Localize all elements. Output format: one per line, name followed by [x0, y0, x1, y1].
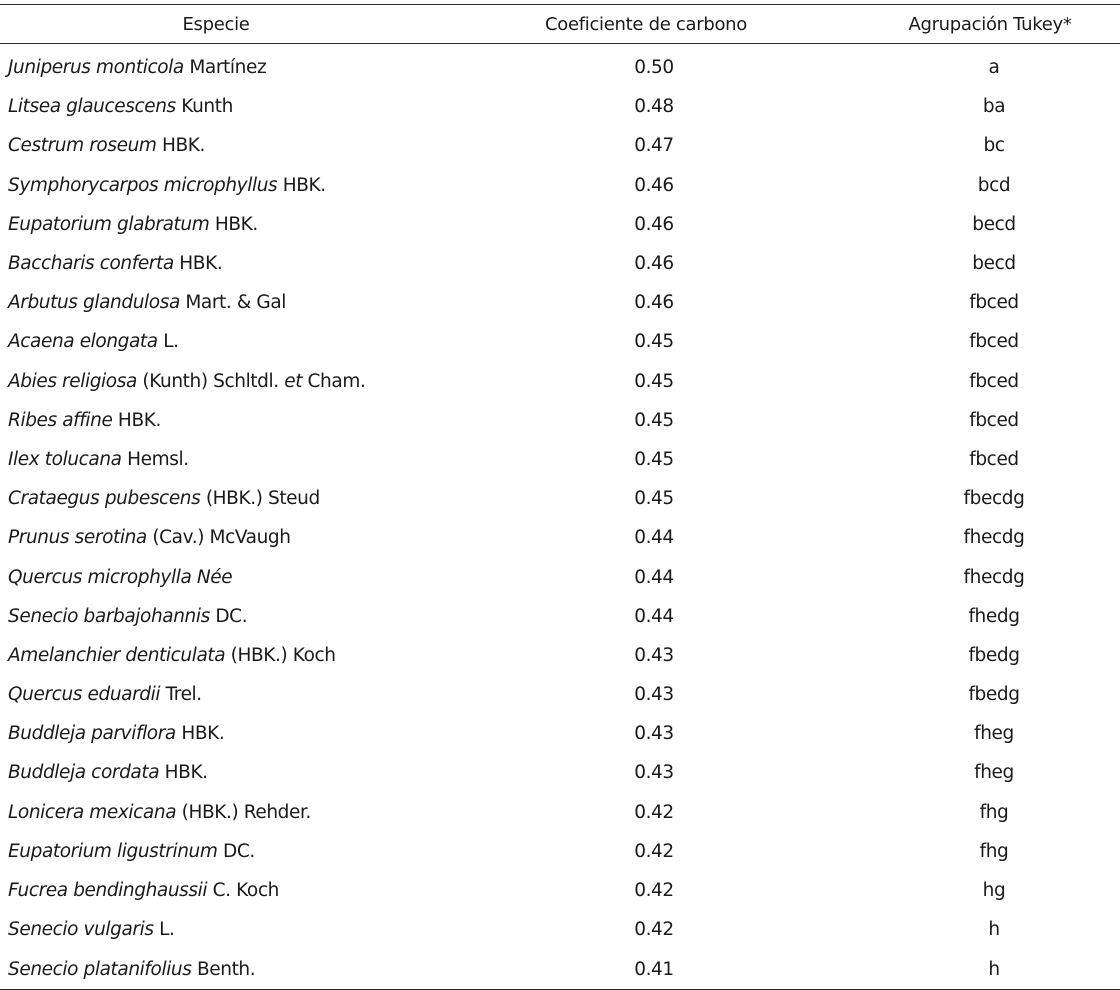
carbon-coefficient-table-container	[0, 4, 1120, 990]
table-row	[0, 636, 1120, 675]
carbon-coefficient-value: 0.42	[634, 840, 674, 862]
tukey-group-cell: h	[860, 949, 1120, 990]
carbon-coefficient-value: 0.43	[634, 723, 674, 745]
carbon-coefficient-cell	[432, 518, 860, 557]
species-authority: L.	[157, 331, 179, 353]
tukey-group-cell: bc	[983, 135, 1005, 157]
species-authority: HBK.	[112, 409, 161, 431]
species-name-cell	[0, 44, 432, 88]
table-row	[0, 714, 1120, 753]
carbon-coefficient-table	[0, 4, 1120, 990]
species-name-cell	[0, 871, 432, 910]
tukey-group-cell: fhg	[979, 801, 1009, 823]
carbon-coefficient-value: 0.42	[634, 919, 674, 941]
table-row	[0, 166, 1120, 205]
species-name-cell	[0, 714, 432, 753]
table-row	[0, 597, 1120, 636]
carbon-coefficient-cell	[432, 440, 860, 479]
species-name-italic: Fucrea bendinghaussii	[8, 880, 208, 902]
carbon-coefficient-value: 0.45	[634, 448, 674, 470]
species-authority: DC.	[209, 605, 248, 627]
carbon-coefficient-cell	[432, 322, 860, 361]
table-row	[0, 518, 1120, 557]
species-authority: HBK.	[173, 253, 223, 275]
species-authority: HBK.	[159, 762, 208, 784]
carbon-coefficient-value: 0.43	[634, 762, 674, 784]
carbon-coefficient-cell	[432, 362, 860, 401]
tukey-group-cell: ba	[982, 96, 1006, 118]
species-authority: C. Koch	[207, 880, 279, 902]
species-name-italic: et	[284, 370, 303, 392]
species-authority: HBK.	[175, 723, 225, 745]
table-row	[0, 479, 1120, 518]
tukey-group-cell: fbedg	[968, 684, 1020, 706]
species-name-italic: Cestrum roseum	[8, 135, 157, 157]
carbon-coefficient-value: 0.43	[634, 684, 674, 706]
carbon-coefficient-cell	[432, 126, 860, 165]
species-name-cell	[0, 910, 432, 949]
species-name-cell	[0, 949, 432, 990]
species-authority: (HBK.) Koch	[225, 644, 336, 666]
species-name-cell	[0, 283, 432, 322]
species-name-cell	[0, 126, 432, 165]
species-name-cell	[0, 87, 432, 126]
species-name-italic: Quercus eduardii	[8, 684, 161, 706]
carbon-coefficient-value: 0.42	[634, 880, 674, 902]
carbon-coefficient-value: 0.47	[634, 135, 674, 157]
table-row	[0, 401, 1120, 440]
carbon-coefficient-value: 0.44	[634, 605, 674, 627]
carbon-coefficient-cell	[432, 166, 860, 205]
carbon-coefficient-cell	[432, 597, 860, 636]
tukey-group-cell: fbced	[969, 331, 1019, 353]
carbon-coefficient-cell	[432, 949, 860, 990]
species-name-italic: Crataegus pubescens	[8, 488, 201, 510]
carbon-coefficient-value: 0.45	[634, 488, 674, 510]
carbon-coefficient-value: 0.46	[634, 292, 674, 314]
tukey-group-cell: fhedg	[968, 605, 1020, 627]
tukey-group-cell: fheg	[974, 762, 1014, 784]
species-authority: (Cav.) McVaugh	[146, 527, 291, 549]
header-coefficient: Coeficiente de carbono	[432, 5, 860, 44]
species-name-cell	[0, 793, 432, 832]
carbon-coefficient-cell	[432, 636, 860, 675]
species-name-cell	[0, 832, 432, 871]
carbon-coefficient-value: 0.45	[634, 409, 674, 431]
table-row	[0, 362, 1120, 401]
table-row	[0, 793, 1120, 832]
tukey-group-cell: fhecdg	[963, 527, 1025, 549]
species-authority: HBK.	[209, 213, 258, 235]
species-name-italic: Acaena elongata	[8, 331, 158, 353]
carbon-coefficient-value: 0.41	[634, 958, 674, 980]
carbon-coefficient-value: 0.42	[634, 801, 674, 823]
carbon-coefficient-cell	[432, 283, 860, 322]
species-name-italic: Senecio vulgaris	[8, 919, 154, 941]
species-name-cell	[0, 597, 432, 636]
table-row	[0, 871, 1120, 910]
species-name-italic: Eupatorium ligustrinum	[8, 840, 218, 862]
species-authority: Benth.	[191, 958, 256, 980]
carbon-coefficient-value: 0.43	[634, 644, 674, 666]
tukey-group-cell: bcd	[977, 174, 1011, 196]
carbon-coefficient-cell	[432, 87, 860, 126]
table-row	[0, 675, 1120, 714]
carbon-coefficient-cell	[432, 479, 860, 518]
species-name-italic: Buddleja cordata	[8, 762, 160, 784]
tukey-group-cell: becd	[972, 253, 1016, 275]
table-row	[0, 126, 1120, 165]
carbon-coefficient-cell	[432, 793, 860, 832]
tukey-group-cell: fhg	[979, 840, 1009, 862]
table-row	[0, 832, 1120, 871]
tukey-group-cell: fbced	[969, 370, 1019, 392]
table-row	[0, 440, 1120, 479]
species-name-cell	[0, 166, 432, 205]
species-name-cell	[0, 401, 432, 440]
table-row	[0, 322, 1120, 361]
table-header	[0, 5, 1120, 44]
species-name-cell	[0, 753, 432, 792]
table-row	[0, 205, 1120, 244]
table-row	[0, 283, 1120, 322]
carbon-coefficient-cell	[432, 557, 860, 596]
carbon-coefficient-value: 0.46	[634, 213, 674, 235]
species-name-italic: Arbutus glandulosa	[8, 292, 180, 314]
header-species: Especie	[0, 5, 432, 44]
species-authority: L.	[153, 919, 175, 941]
table-row	[0, 910, 1120, 949]
tukey-group-cell: fbced	[969, 409, 1019, 431]
table-row	[0, 557, 1120, 596]
table-row	[0, 753, 1120, 792]
carbon-coefficient-value: 0.46	[634, 253, 674, 275]
species-name-cell	[0, 518, 432, 557]
carbon-coefficient-value: 0.45	[634, 370, 674, 392]
tukey-group-cell: h	[988, 919, 1000, 941]
carbon-coefficient-cell	[432, 753, 860, 792]
species-name-italic: Litsea glaucescens	[8, 96, 176, 118]
carbon-coefficient-cell	[432, 910, 860, 949]
header-row	[0, 5, 1120, 44]
species-authority: DC.	[217, 840, 255, 862]
species-authority: (Kunth) Schltdl.	[136, 370, 285, 392]
species-authority: (HBK.) Rehder.	[176, 801, 311, 823]
species-authority: Cham.	[302, 370, 366, 392]
table-row	[0, 44, 1120, 88]
species-name-italic: Ribes affine	[8, 409, 113, 431]
species-authority: Mart. & Gal	[179, 292, 286, 314]
species-authority: HBK.	[277, 174, 326, 196]
carbon-coefficient-cell	[432, 871, 860, 910]
species-authority: Kunth	[175, 96, 233, 118]
carbon-coefficient-value: 0.50	[634, 57, 674, 79]
tukey-group-cell: fbedg	[968, 644, 1020, 666]
tukey-group-cell: fheg	[974, 723, 1014, 745]
species-authority: HBK.	[156, 135, 206, 157]
species-authority: (HBK.) Steud	[200, 488, 320, 510]
species-name-cell	[0, 440, 432, 479]
table-row	[0, 87, 1120, 126]
species-name-cell	[0, 205, 432, 244]
carbon-coefficient-cell	[432, 205, 860, 244]
tukey-group-cell: fbecdg	[963, 488, 1025, 510]
species-name-italic: Lonicera mexicana	[8, 801, 177, 823]
tukey-group-cell: hg	[982, 880, 1006, 902]
species-name-cell	[0, 362, 432, 401]
species-authority: Hemsl.	[121, 448, 189, 470]
carbon-coefficient-cell	[432, 401, 860, 440]
species-name-italic: Eupatorium glabratum	[8, 213, 210, 235]
species-name-cell	[0, 636, 432, 675]
species-name-cell	[0, 479, 432, 518]
tukey-group-cell: fbced	[969, 448, 1019, 470]
tukey-group-cell: a	[988, 57, 1000, 79]
carbon-coefficient-value: 0.45	[634, 331, 674, 353]
species-authority: Martínez	[183, 57, 267, 79]
species-name-italic: Senecio platanifolius	[8, 958, 192, 980]
species-name-italic: Buddleja parviflora	[8, 723, 176, 745]
species-name-cell	[0, 675, 432, 714]
tukey-group-cell: fbced	[969, 292, 1019, 314]
tukey-group-cell: fhecdg	[963, 566, 1025, 588]
species-name-italic: Ilex tolucana	[8, 448, 122, 470]
table-row	[0, 949, 1120, 990]
carbon-coefficient-cell	[432, 832, 860, 871]
tukey-group-cell: becd	[972, 213, 1016, 235]
species-name-italic: Baccharis conferta	[8, 253, 174, 275]
species-name-cell	[0, 557, 432, 596]
header-tukey: Agrupación Tukey*	[860, 5, 1120, 44]
carbon-coefficient-value: 0.48	[634, 96, 674, 118]
species-name-italic: Senecio barbajohannis	[8, 605, 210, 627]
carbon-coefficient-cell	[432, 244, 860, 283]
species-name-italic: Juniperus monticola	[8, 57, 184, 79]
species-name-italic: Quercus microphylla Née	[8, 566, 233, 588]
species-name-italic: Amelanchier denticulata	[8, 644, 226, 666]
species-name-cell	[0, 322, 432, 361]
carbon-coefficient-cell	[432, 675, 860, 714]
carbon-coefficient-cell	[432, 44, 860, 88]
carbon-coefficient-cell	[432, 714, 860, 753]
species-name-italic: Prunus serotina	[8, 527, 147, 549]
carbon-coefficient-value: 0.44	[634, 527, 674, 549]
table-body	[0, 44, 1120, 990]
species-name-italic: Symphorycarpos microphyllus	[8, 174, 278, 196]
species-name-cell	[0, 244, 432, 283]
carbon-coefficient-value: 0.46	[634, 174, 674, 196]
species-name-italic: Abies religiosa	[8, 370, 137, 392]
species-authority: Trel.	[160, 684, 202, 706]
table-row	[0, 244, 1120, 283]
carbon-coefficient-value: 0.44	[634, 566, 674, 588]
